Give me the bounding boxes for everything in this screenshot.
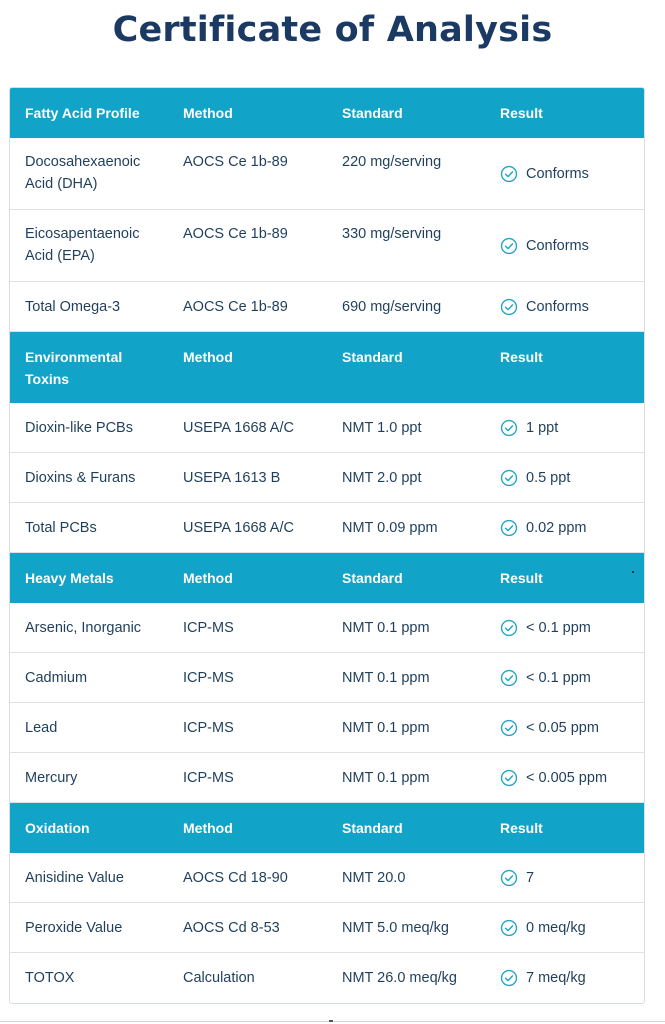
result-value: Conforms	[526, 299, 589, 315]
section-title: Oxidation	[25, 820, 90, 836]
standard-value: 690 mg/serving	[342, 299, 442, 315]
bottom-marker	[329, 1020, 333, 1022]
result-value: 0.02 ppm	[526, 520, 587, 536]
result-value: 0 meq/kg	[526, 920, 586, 936]
result-cell	[500, 617, 640, 639]
result-cell	[500, 517, 640, 539]
standard-value: NMT 5.0 meq/kg	[342, 920, 449, 936]
method-value: ICP-MS	[183, 620, 234, 636]
result-value: 7 meq/kg	[526, 970, 586, 986]
section-header	[10, 803, 644, 853]
result-value: < 0.05 ppm	[526, 720, 599, 736]
standard-value: NMT 0.09 ppm	[342, 520, 438, 536]
method-value: ICP-MS	[183, 720, 234, 736]
column-header-standard: Standard	[342, 820, 403, 836]
column-header-standard: Standard	[342, 349, 403, 365]
column-header-result: Result	[500, 820, 543, 836]
table-row	[10, 753, 644, 803]
analyte-name: Dioxin-like PCBs	[25, 420, 133, 436]
check-circle-icon	[500, 619, 518, 637]
standard-value: 220 mg/serving	[342, 154, 442, 170]
check-circle-icon	[500, 969, 518, 987]
analyte-name: Lead	[25, 720, 58, 736]
standard-value: NMT 0.1 ppm	[342, 720, 430, 736]
column-header-result: Result	[500, 105, 543, 121]
standard-value: NMT 0.1 ppm	[342, 770, 430, 786]
column-header-standard: Standard	[342, 570, 403, 586]
analyte-name: TOTOX	[25, 970, 75, 986]
standard-value: NMT 26.0 meq/kg	[342, 970, 457, 986]
table-row	[10, 903, 644, 953]
table-row	[10, 703, 644, 753]
standard-value: NMT 0.1 ppm	[342, 620, 430, 636]
method-value: AOCS Cd 18-90	[183, 870, 288, 886]
section-title: Environmental Toxins	[25, 349, 123, 387]
column-header-method: Method	[183, 349, 233, 365]
method-value: AOCS Ce 1b-89	[183, 226, 288, 242]
check-circle-icon	[500, 419, 518, 437]
section-header	[10, 332, 644, 403]
result-cell	[500, 917, 640, 939]
result-cell	[500, 163, 640, 185]
section-title: Fatty Acid Profile	[25, 105, 140, 121]
method-value: USEPA 1668 A/C	[183, 420, 294, 436]
analyte-name: Docosahexaenoic Acid (DHA)	[25, 154, 141, 192]
analyte-name: Eicosapentaenoic Acid (EPA)	[25, 226, 140, 264]
column-header-standard: Standard	[342, 105, 403, 121]
result-value: Conforms	[526, 238, 589, 254]
result-cell	[500, 667, 640, 689]
standard-value: NMT 0.1 ppm	[342, 670, 430, 686]
section-header	[10, 553, 644, 603]
section-title: Heavy Metals	[25, 570, 114, 586]
method-value: AOCS Ce 1b-89	[183, 299, 288, 315]
check-circle-icon	[500, 237, 518, 255]
check-circle-icon	[500, 165, 518, 183]
result-value: 7	[526, 870, 535, 886]
column-header-method: Method	[183, 105, 233, 121]
analyte-name: Cadmium	[25, 670, 88, 686]
check-circle-icon	[500, 469, 518, 487]
result-cell	[500, 717, 640, 739]
result-cell	[500, 296, 640, 318]
result-cell	[500, 767, 640, 789]
table-row	[10, 453, 644, 503]
check-circle-icon	[500, 769, 518, 787]
standard-value: NMT 1.0 ppt	[342, 420, 422, 436]
check-circle-icon	[500, 298, 518, 316]
analyte-name: Anisidine Value	[25, 870, 124, 886]
check-circle-icon	[500, 519, 518, 537]
method-value: Calculation	[183, 970, 255, 986]
table-row	[10, 853, 644, 903]
table-row	[10, 503, 644, 553]
check-circle-icon	[500, 869, 518, 887]
result-cell	[500, 467, 640, 489]
method-value: ICP-MS	[183, 670, 234, 686]
method-value: AOCS Cd 8-53	[183, 920, 280, 936]
page-title: Certificate of Analysis	[112, 10, 553, 50]
column-header-result: Result	[500, 570, 543, 586]
table-row	[10, 603, 644, 653]
standard-value: 330 mg/serving	[342, 226, 442, 242]
analyte-name: Peroxide Value	[25, 920, 123, 936]
column-header-result: Result	[500, 349, 543, 365]
table-row	[10, 653, 644, 703]
method-value: USEPA 1613 B	[183, 470, 281, 486]
result-cell	[500, 967, 640, 989]
method-value: ICP-MS	[183, 770, 234, 786]
result-cell	[500, 867, 640, 889]
result-cell	[500, 235, 640, 257]
table-row	[10, 403, 644, 453]
stray-dot	[632, 571, 634, 573]
standard-value: NMT 20.0	[342, 870, 406, 886]
column-header-method: Method	[183, 570, 233, 586]
result-cell	[500, 417, 640, 439]
result-value: < 0.005 ppm	[526, 770, 608, 786]
method-value: USEPA 1668 A/C	[183, 520, 294, 536]
analyte-name: Total PCBs	[25, 520, 97, 536]
column-header-method: Method	[183, 820, 233, 836]
analyte-name: Dioxins & Furans	[25, 470, 136, 486]
table-row	[10, 210, 644, 282]
result-value: 0.5 ppt	[526, 470, 571, 486]
check-circle-icon	[500, 669, 518, 687]
check-circle-icon	[500, 719, 518, 737]
result-value: < 0.1 ppm	[526, 670, 591, 686]
check-circle-icon	[500, 919, 518, 937]
standard-value: NMT 2.0 ppt	[342, 470, 422, 486]
section-header	[10, 88, 644, 138]
analyte-name: Mercury	[25, 770, 78, 786]
result-value: 1 ppt	[526, 420, 559, 436]
method-value: AOCS Ce 1b-89	[183, 154, 288, 170]
table-row	[10, 138, 644, 210]
result-value: < 0.1 ppm	[526, 620, 591, 636]
result-value: Conforms	[526, 166, 589, 182]
analyte-name: Total Omega-3	[25, 299, 121, 315]
table-row	[10, 282, 644, 332]
analysis-table	[9, 87, 645, 1004]
table-row	[10, 953, 644, 1003]
analyte-name: Arsenic, Inorganic	[25, 620, 142, 636]
